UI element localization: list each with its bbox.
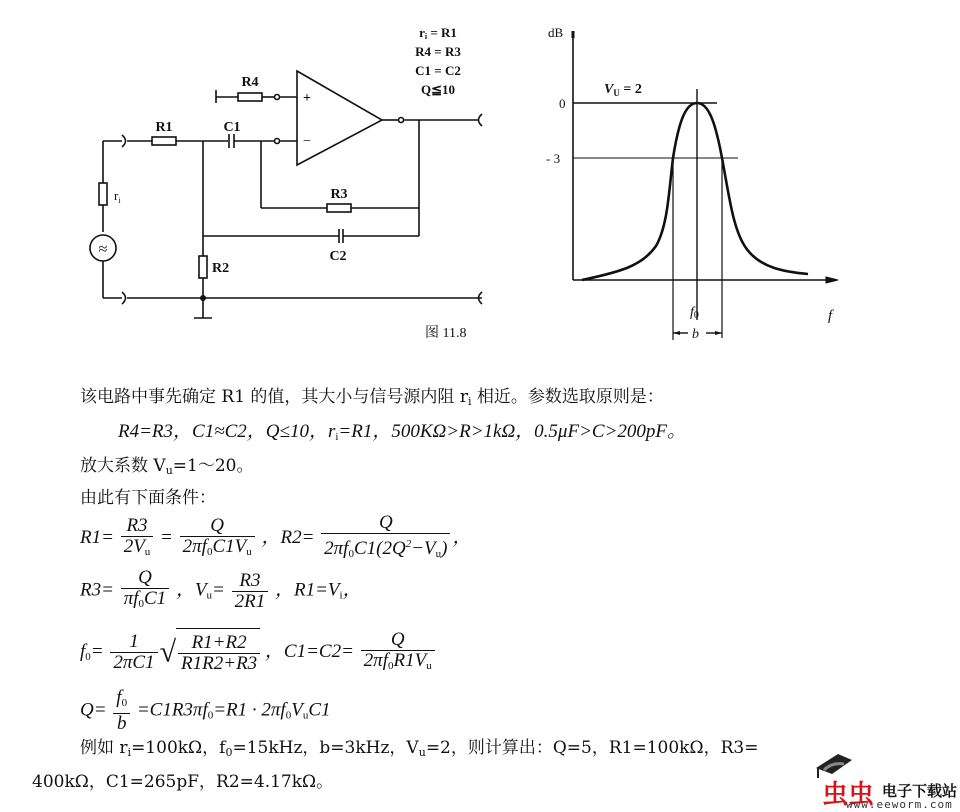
formula-r1-r2 bbox=[80, 513, 471, 564]
label-r2: R2 bbox=[212, 261, 230, 276]
gain-sub: u bbox=[165, 464, 173, 477]
example-text-d: =2，则计算出：Q=5，R1=100kΩ，R3= bbox=[425, 738, 759, 758]
f4-frac-num: $f_0$ bbox=[113, 688, 130, 714]
f2-frac2-num: R3 bbox=[232, 571, 269, 592]
f1-frac3-num: Q bbox=[321, 513, 450, 534]
f3-frac1 bbox=[110, 632, 157, 673]
conditions-intro bbox=[80, 487, 216, 509]
formula-f0-c1: $f_0=$ $\frac{1}{2\pi C1}$ √ $\frac{R1+R2}{R1R2+R3}$ ，C1=C2= $\frac{Q}{2\pi f_0R1V_u}$ bbox=[80, 628, 437, 681]
f3-frac2-num: Q bbox=[361, 630, 435, 651]
label-c2: C2 bbox=[329, 249, 347, 264]
f2-eq: = bbox=[212, 579, 225, 601]
f4-rest2: =R1 · 2πf bbox=[213, 699, 286, 721]
label-r1: R1 bbox=[155, 120, 173, 135]
f3-mid: ，C1=C2= bbox=[264, 641, 354, 662]
example-sub-b: 0 bbox=[225, 746, 233, 759]
f4-frac bbox=[113, 688, 130, 734]
opamp-minus: − bbox=[303, 134, 311, 149]
conditions-intro-text: 由此有下面条件： bbox=[80, 488, 216, 508]
parameter-rules bbox=[118, 421, 686, 448]
example-text-c: =15kHz，b=3kHz，V bbox=[232, 738, 419, 758]
f1-frac2-num: Q bbox=[180, 516, 255, 537]
f4-rest4: C1 bbox=[308, 699, 331, 721]
f2-frac1-den-text: πf bbox=[123, 588, 139, 609]
watermark-url: www.eeworm.com bbox=[846, 798, 953, 811]
gain-range bbox=[80, 455, 253, 482]
rule-text: R4=R3，C1≈C2，Q≤10，r bbox=[118, 421, 336, 442]
f1-frac2-den-text: 2πf bbox=[182, 535, 207, 557]
figure-caption: 图 11.8 bbox=[425, 326, 467, 341]
f1-frac3-den-text: 2πf bbox=[324, 538, 349, 559]
rule-rest: =R1，500KΩ>R>1kΩ，0.5μF>C>200pF。 bbox=[338, 421, 686, 442]
f4-lhs: Q= bbox=[80, 699, 107, 721]
label-ri: $r_i$ bbox=[114, 188, 121, 205]
example-sub-a: i bbox=[127, 746, 132, 759]
f1-frac1-num: R3 bbox=[121, 516, 154, 537]
f1-frac3 bbox=[321, 513, 450, 564]
gain-rest: =1～20。 bbox=[172, 456, 254, 476]
bandwidth-label: b bbox=[692, 327, 699, 342]
f1-mid: ，R2= bbox=[261, 526, 315, 548]
condition-r4: R4 = R3 bbox=[415, 44, 461, 59]
example-text-b: =100kΩ，f bbox=[131, 738, 226, 758]
f4-frac-den: b bbox=[116, 713, 127, 734]
f1-frac1-den-text: 2V bbox=[123, 535, 145, 557]
condition-c1: C1 = C2 bbox=[415, 63, 461, 78]
f1-frac1-den: $2V_u$ bbox=[123, 535, 151, 558]
watermark-logo: 虫虫 bbox=[822, 780, 875, 810]
f2-frac1 bbox=[121, 568, 170, 614]
example-text-e: 400kΩ，C1=265pF，R2=4.17kΩ。 bbox=[32, 772, 334, 792]
f3-sqrt-num: R1+R2 bbox=[178, 633, 260, 654]
f2-tail: ，R1=V bbox=[274, 579, 340, 601]
f4-frac-num-text: f bbox=[116, 687, 122, 708]
example-text-a: 例如 r bbox=[80, 738, 128, 758]
y-tick-minus3: - 3 bbox=[546, 151, 561, 166]
f2-frac2 bbox=[232, 571, 269, 612]
f1-frac3-den: $2\pi f_0C1(2Q^2-V_u)$ bbox=[324, 538, 448, 560]
f0-label: f0 bbox=[690, 305, 699, 321]
f3-sqrt bbox=[176, 628, 260, 677]
f4-rest3: V bbox=[291, 699, 303, 721]
opamp-plus: + bbox=[303, 91, 311, 106]
condition-q: Q≦10 bbox=[420, 82, 456, 97]
gain-text: 放大系数 V bbox=[80, 456, 166, 476]
ac-source-icon: ≈ bbox=[98, 241, 108, 258]
f2-mid: ，V bbox=[175, 579, 207, 601]
formula-q: Q= $\frac{f_0}{b}$ $=C1R3\pi f_0=R1 \cdot 2\pi f_0V_uC1$ bbox=[80, 687, 331, 734]
example-sub-c: u bbox=[418, 746, 426, 759]
label-c1: C1 bbox=[223, 120, 241, 135]
f1-frac1 bbox=[121, 516, 154, 562]
f1-lhs: R1= bbox=[80, 526, 114, 548]
f2-frac1-num: Q bbox=[121, 568, 170, 589]
watermark-name: 电子下载站 bbox=[882, 782, 958, 800]
f3-frac2 bbox=[361, 630, 435, 676]
f1-tail: ， bbox=[452, 526, 472, 548]
f3-frac1-num: 1 bbox=[110, 632, 157, 653]
f3-frac2-den-text: 2πf bbox=[363, 649, 388, 671]
gain-annotation: $V_U = 2$ bbox=[604, 82, 642, 98]
label-r4: R4 bbox=[241, 75, 259, 90]
f2-frac1-den: $\pi f_0C1$ bbox=[123, 588, 167, 610]
f1-frac2 bbox=[180, 516, 255, 562]
f3-eq: = bbox=[90, 641, 104, 662]
y-axis-label: dB bbox=[548, 25, 564, 40]
f3-sqrt-den: R1R2+R3 bbox=[181, 653, 258, 675]
f1-eq: = bbox=[160, 526, 173, 548]
x-axis-label: f bbox=[828, 308, 833, 324]
formula-r3-vu: R3= $\frac{Q}{\pi f_0C1}$ ，$V_u=$ $\frac{R3}{2R1}$ ，$R1=V_i$， bbox=[80, 568, 362, 617]
intro-sub: i bbox=[467, 395, 472, 408]
rule-sub: i bbox=[335, 431, 339, 443]
f3-lhs: f bbox=[80, 641, 86, 662]
y-tick-0: 0 bbox=[559, 96, 566, 111]
example-line-2 bbox=[32, 771, 333, 793]
f1-frac2-den: $2\pi f_0C1V_u$ bbox=[182, 535, 252, 558]
condition-ri: ri = R1 bbox=[419, 25, 457, 41]
f3-frac2-den: $2\pi f_0R1V_u$ bbox=[363, 649, 432, 672]
f2-lhs: R3= bbox=[80, 579, 114, 601]
intro-rest: 相近。参数选取原则是： bbox=[471, 387, 664, 407]
watermark bbox=[806, 750, 960, 812]
example-line-1 bbox=[80, 737, 758, 764]
intro-text: 该电路中事先确定 R1 的值，其大小与信号源内阻 r bbox=[80, 387, 468, 407]
sqrt-icon: √ bbox=[159, 635, 177, 669]
paragraph-intro bbox=[80, 386, 664, 413]
f4-rest: =C1R3πf bbox=[136, 699, 208, 721]
label-r3: R3 bbox=[330, 187, 348, 202]
f2-frac2-den: 2R1 bbox=[234, 590, 266, 612]
f3-frac1-den: 2πC1 bbox=[113, 652, 155, 674]
